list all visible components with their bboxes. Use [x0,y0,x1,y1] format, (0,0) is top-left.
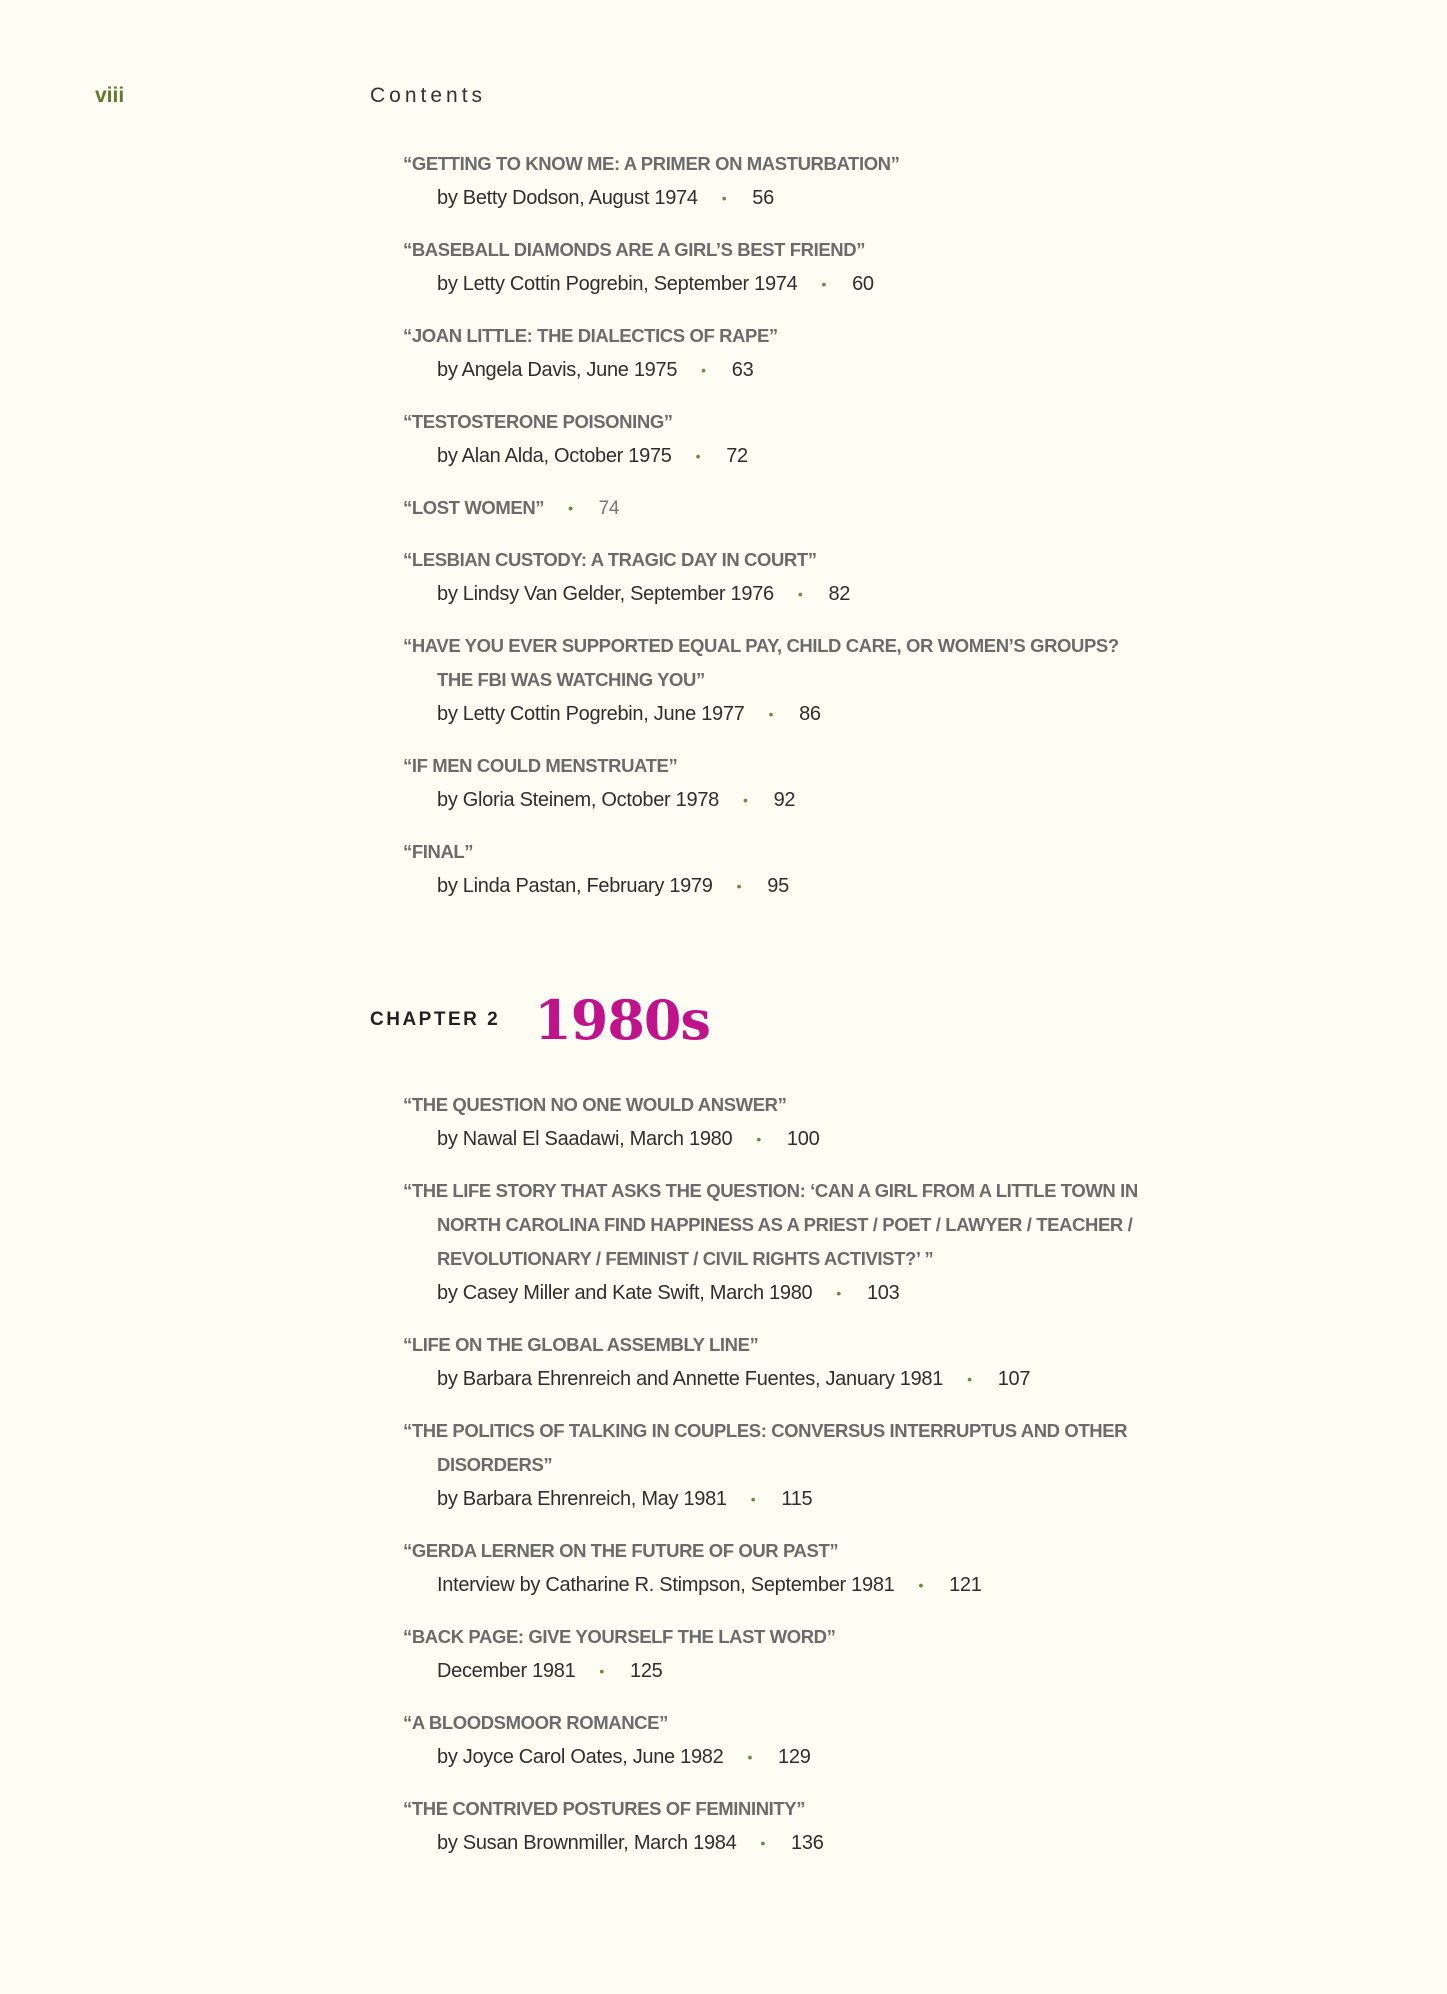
entry-byline-line [403,1654,1403,1688]
entry-title-line [403,1448,1403,1482]
entry-title-line [403,1414,1403,1448]
toc-entry[interactable] [403,1534,1403,1602]
entry-byline-line [403,1122,1403,1156]
page-number-link[interactable]: 95 [767,875,789,897]
toc-entry[interactable] [403,147,1403,215]
entry-byline-line [403,267,1403,301]
entry-title-line [403,1242,1403,1276]
chapter-heading [370,990,710,1050]
entry-byline-line [403,1276,1403,1310]
bullet-icon: • [736,878,742,894]
bullet-icon: • [918,1577,924,1593]
entry-title: DISORDERS” [437,1454,553,1475]
entry-title: REVOLUTIONARY / FEMINIST / CIVIL RIGHTS ACTIVIST?’ ” [437,1248,934,1269]
entry-byline: by Gloria Steinem, October 1978 [437,789,719,811]
toc-entry[interactable] [403,835,1403,903]
entry-byline: December 1981 [437,1660,576,1682]
toc-entry[interactable] [403,491,1403,525]
entry-title-line [403,1534,1403,1568]
toc-entry[interactable] [403,629,1403,731]
page-number-link[interactable]: 136 [791,1832,824,1854]
bullet-icon: • [695,448,701,464]
entry-byline: by Letty Cottin Pogrebin, June 1977 [437,703,745,725]
entry-title: “LESBIAN CUSTODY: A TRAGIC DAY IN COURT” [403,549,817,570]
entry-title: “FINAL” [403,841,474,862]
entry-title: “TESTOSTERONE POISONING” [403,411,673,432]
entry-byline: by Angela Davis, June 1975 [437,359,678,381]
entry-byline-line [403,577,1403,611]
page-number-link[interactable]: 129 [778,1746,811,1768]
toc-entry[interactable] [403,1414,1403,1516]
entry-byline-line [403,353,1403,387]
toc-entry[interactable] [403,1328,1403,1396]
toc-entry[interactable] [403,1088,1403,1156]
entry-byline-line [403,1362,1403,1396]
entry-byline-line [403,1482,1403,1516]
bullet-icon: • [568,500,573,516]
entry-title-line [403,147,1403,181]
bullet-icon: • [967,1371,972,1387]
page-number-link[interactable]: 121 [949,1574,982,1596]
entry-title: “LOST WOMEN” [403,497,545,518]
entry-title-line [403,1208,1403,1242]
entry-title: “BASEBALL DIAMONDS ARE A GIRL’S BEST FRIEND” [403,239,866,260]
entry-byline: by Susan Brownmiller, March 1984 [437,1832,737,1854]
entry-title: “A BLOODSMOOR ROMANCE” [403,1712,668,1733]
toc-section-1980s [403,1088,1403,1878]
page-number-link[interactable]: 60 [852,273,874,295]
toc-section-1970s [403,147,1403,921]
entry-byline: by Nawal El Saadawi, March 1980 [437,1128,733,1150]
bullet-icon: • [768,706,774,722]
entry-byline: by Barbara Ehrenreich, May 1981 [437,1488,727,1510]
entry-title: “LIFE ON THE GLOBAL ASSEMBLY LINE” [403,1334,759,1355]
entry-title: “JOAN LITTLE: THE DIALECTICS OF RAPE” [403,325,778,346]
toc-entry[interactable] [403,319,1403,387]
entry-title: “THE POLITICS OF TALKING IN COUPLES: CONVERSUS INTERRUPTUS AND OTHER [403,1420,1128,1441]
entry-byline-line [403,783,1403,817]
entry-byline: by Barbara Ehrenreich and Annette Fuentes, January 1981 [437,1368,944,1390]
page-number-link[interactable]: 56 [752,187,774,209]
entry-byline-line [403,869,1403,903]
entry-title-line [403,629,1403,663]
entry-title-line [403,1620,1403,1654]
entry-byline-line [403,1740,1403,1774]
entry-title: “HAVE YOU EVER SUPPORTED EQUAL PAY, CHILD CARE, OR WOMEN’S GROUPS? [403,635,1119,656]
entry-title-line [403,1328,1403,1362]
entry-byline-line [403,697,1403,731]
entry-title: NORTH CAROLINA FIND HAPPINESS AS A PRIEST / POET / LAWYER / TEACHER / [437,1214,1133,1235]
page-number-link[interactable]: 82 [828,583,851,605]
toc-entry[interactable] [403,1706,1403,1774]
bullet-icon: • [797,586,803,602]
page-number-link[interactable]: 92 [773,789,796,811]
page-number: viii [95,84,125,107]
entry-byline-line [403,1826,1403,1860]
entry-title: “GETTING TO KNOW ME: A PRIMER ON MASTURBATION” [403,153,900,174]
page-number-link[interactable]: 107 [997,1368,1031,1390]
entry-byline-line [403,439,1403,473]
page-number-link[interactable]: 74 [598,498,619,519]
entry-title: “THE CONTRIVED POSTURES OF FEMININITY” [403,1798,806,1819]
entry-title-line [403,319,1403,353]
chapter-label: CHAPTER 2 [370,1009,501,1030]
entry-byline: Interview by Catharine R. Stimpson, September 1981 [437,1574,895,1596]
page-number-link[interactable]: 125 [630,1660,663,1682]
entry-title-line [403,405,1403,439]
toc-entry[interactable] [403,749,1403,817]
page-number-link[interactable]: 103 [866,1282,900,1304]
entry-title-line [403,233,1403,267]
entry-byline: by Betty Dodson, August 1974 [437,187,698,209]
bullet-icon: • [599,1663,605,1679]
entry-byline-line [403,1568,1403,1602]
toc-entry[interactable] [403,543,1403,611]
entry-title-line [403,835,1403,869]
entry-title-line [403,1174,1403,1208]
entry-title: “GERDA LERNER ON THE FUTURE OF OUR PAST” [403,1540,839,1561]
entry-byline: by Joyce Carol Oates, June 1982 [437,1746,724,1768]
toc-entry[interactable] [403,405,1403,473]
entry-byline: by Letty Cottin Pogrebin, September 1974 [437,273,798,295]
bullet-icon: • [750,1491,756,1507]
chapter-title: 1980s [534,988,710,1052]
entry-title-line [403,663,1403,697]
entry-byline: by Alan Alda, October 1975 [437,445,672,467]
entry-byline-line [403,181,1403,215]
running-head: Contents [370,84,487,107]
entry-title: THE FBI WAS WATCHING YOU” [437,669,705,690]
entry-title-line [403,1088,1403,1122]
toc-entry[interactable] [403,1792,1403,1860]
bullet-icon: • [701,362,706,378]
bullet-icon: • [821,276,827,292]
bullet-icon: • [742,792,748,808]
entry-byline: by Casey Miller and Kate Swift, March 1980 [437,1282,813,1304]
entry-title-line [403,543,1403,577]
toc-entry[interactable] [403,1174,1403,1310]
entry-byline: by Linda Pastan, February 1979 [437,875,713,897]
bullet-icon: • [756,1131,761,1147]
bullet-icon: • [747,1749,753,1765]
entry-title-line [403,1706,1403,1740]
toc-entry[interactable] [403,233,1403,301]
page-number-link[interactable]: 63 [731,359,754,381]
entry-title-line [403,1792,1403,1826]
page-number-link[interactable]: 100 [786,1128,820,1150]
entry-title: “IF MEN COULD MENSTRUATE” [403,755,678,776]
page-number-link[interactable]: 115 [781,1488,813,1510]
toc-entry[interactable] [403,1620,1403,1688]
bullet-icon: • [721,190,727,206]
entry-title: “THE LIFE STORY THAT ASKS THE QUESTION: ‘CAN A GIRL FROM A LITTLE TOWN IN [403,1180,1138,1201]
bullet-icon: • [836,1285,841,1301]
page-number-link[interactable]: 72 [726,445,748,467]
entry-title: “BACK PAGE: GIVE YOURSELF THE LAST WORD” [403,1626,836,1647]
page-number-link[interactable]: 86 [799,703,821,725]
entry-byline: by Lindsy Van Gelder, September 1976 [437,583,774,605]
entry-title-line [403,491,1403,525]
entry-title-line [403,749,1403,783]
entry-title: “THE QUESTION NO ONE WOULD ANSWER” [403,1094,787,1115]
bullet-icon: • [760,1835,766,1851]
